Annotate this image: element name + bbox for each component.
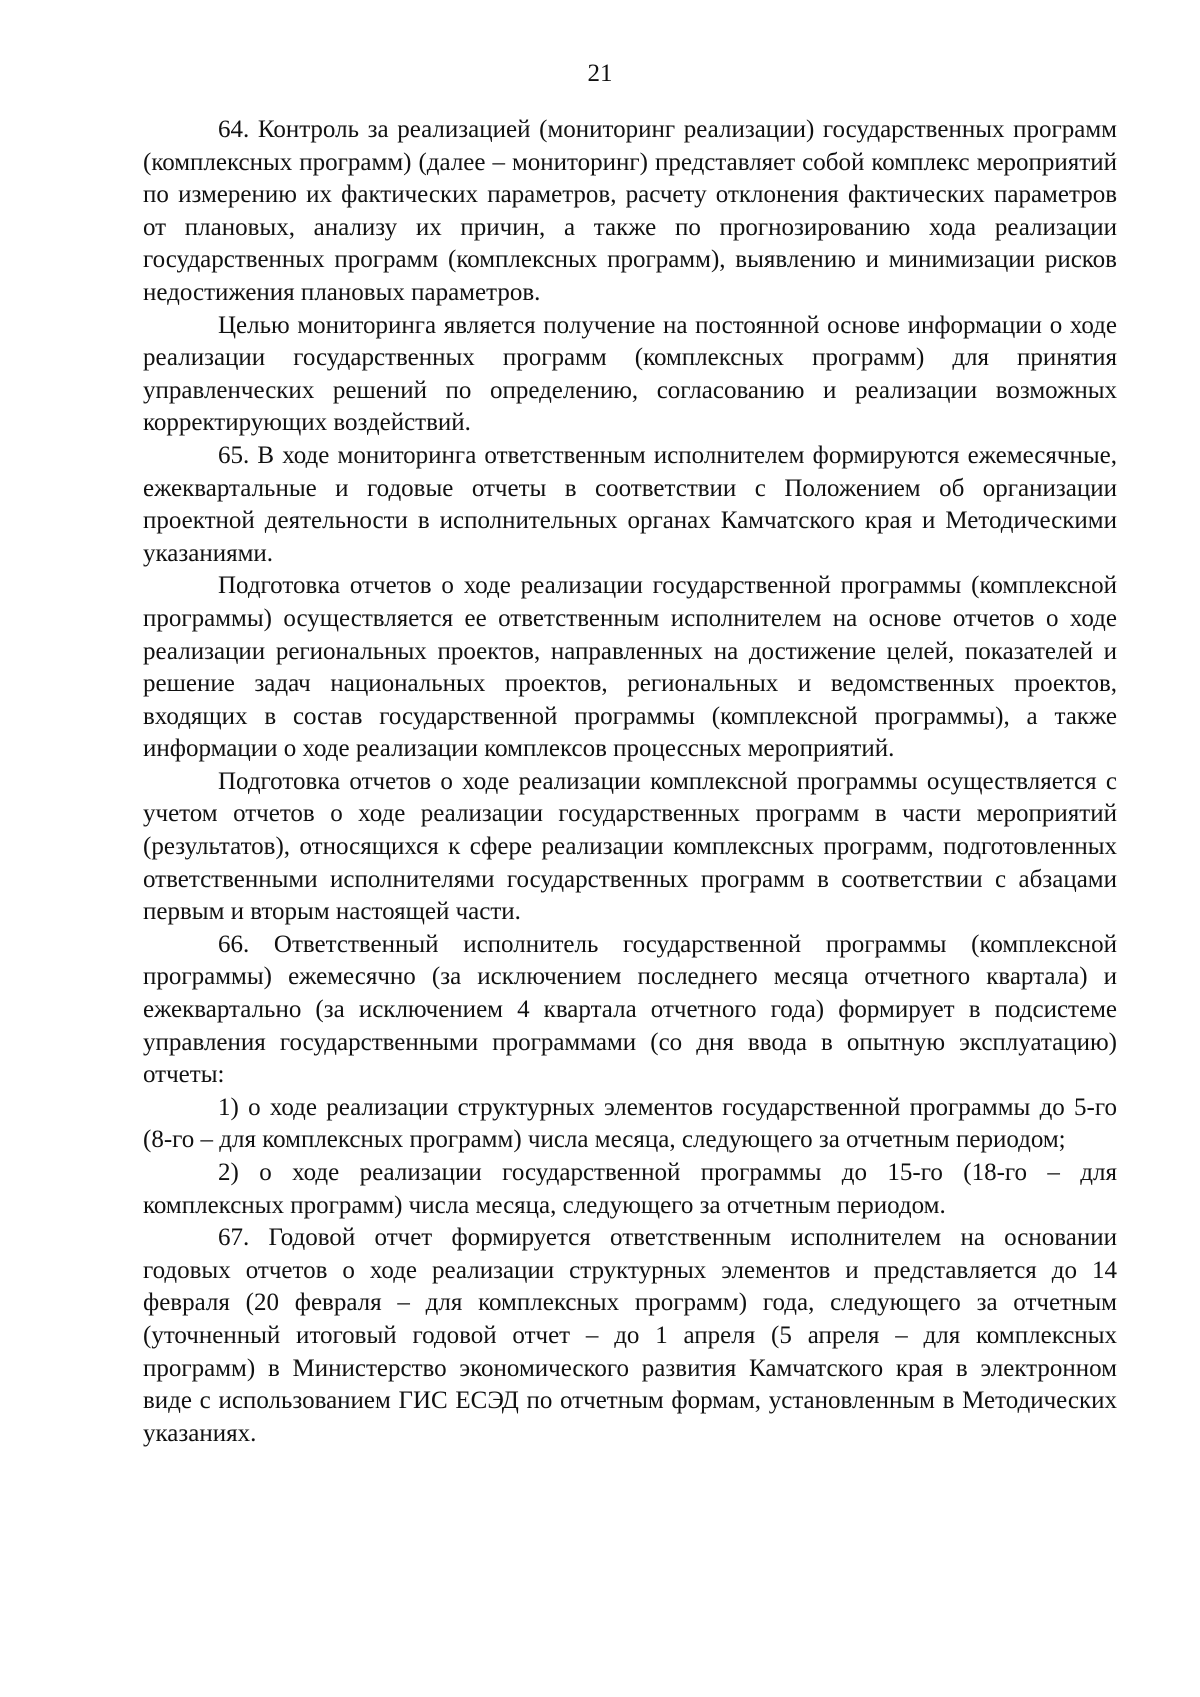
- paragraph-64: 64. Контроль за реализацией (мониторинг реализации) государственных программ (комплексных программ) (далее – мониторинг) представляет собой комплекс мероприятий по измерению их фактических параметров, расчету отклонения фактических параметров от плановых, анализу их причин, а также по прогнозированию хода реализации государственных программ (комплексных программ), выявлению и минимизации рисков недостижения плановых параметров.: [143, 116, 1117, 306]
- paragraph-66-item-1: 1) о ходе реализации структурных элементов государственной программы до 5-го (8-го – для комплексных программ) числа месяца, следующего за отчетным периодом;: [143, 1093, 1117, 1154]
- paragraph-report-preparation-state: Подготовка отчетов о ходе реализации государственной программы (комплексной программы) осуществляется ее ответственным исполнителем на основе отчетов о ходе реализации региональных проектов, направленных на достижение целей, показателей и решение задач национальных проектов, региональных и ведомственных проектов, входящих в состав государственной программы (комплексной программы), а также информации о ходе реализации комплексов процессных мероприятий.: [143, 572, 1117, 763]
- paragraph-65: 65. В ходе мониторинга ответственным исполнителем формируются ежемесячные, ежеквартальные и годовые отчеты в соответствии с Положением об организации проектной деятельности в исполнительных органах Камчатского края и Методическими указаниями.: [143, 441, 1117, 567]
- page-number: 21: [587, 60, 613, 87]
- paragraph-report-preparation-complex: Подготовка отчетов о ходе реализации комплексной программы осуществляется с учетом отчетов о ходе реализации государственных программ в части мероприятий (результатов), относящихся к сфере реализации комплексных программ, подготовленных ответственными исполнителями государственных программ в соответствии с абзацами первым и вторым настоящей части.: [143, 767, 1117, 926]
- paragraph-67: 67. Годовой отчет формируется ответственным исполнителем на основании годовых отчетов о ходе реализации структурных элементов и представляется до 14 февраля (20 февраля – для комплексных программ) года, следующего за отчетным (уточненный итоговый годовой отчет – до 1 апреля (5 апреля – для комплексных программ) в Министерство экономического развития Камчатского края в электронном виде с использованием ГИС ЕСЭД по отчетным формам, установленным в Методических указаниях.: [143, 1224, 1117, 1447]
- paragraph-66: 66. Ответственный исполнитель государственной программы (комплексной программы) ежемесячно (за исключением последнего месяца отчетного квартала) и ежеквартально (за исключением 4 квартала отчетного года) формирует в подсистеме управления государственными программами (со дня ввода в опытную эксплуатацию) отчеты:: [143, 930, 1117, 1089]
- paragraph-66-item-2: 2) о ходе реализации государственной программы до 15-го (18-го – для комплексных программ) числа месяца, следующего за отчетным периодом.: [143, 1159, 1117, 1219]
- paragraph-monitoring-goal: Целью мониторинга является получение на постоянной основе информации о ходе реализации государственных программ (комплексных программ) для принятия управленческих решений по определению, согласованию и реализации возможных корректирующих воздействий.: [143, 311, 1117, 437]
- document-body: [143, 114, 1117, 1450]
